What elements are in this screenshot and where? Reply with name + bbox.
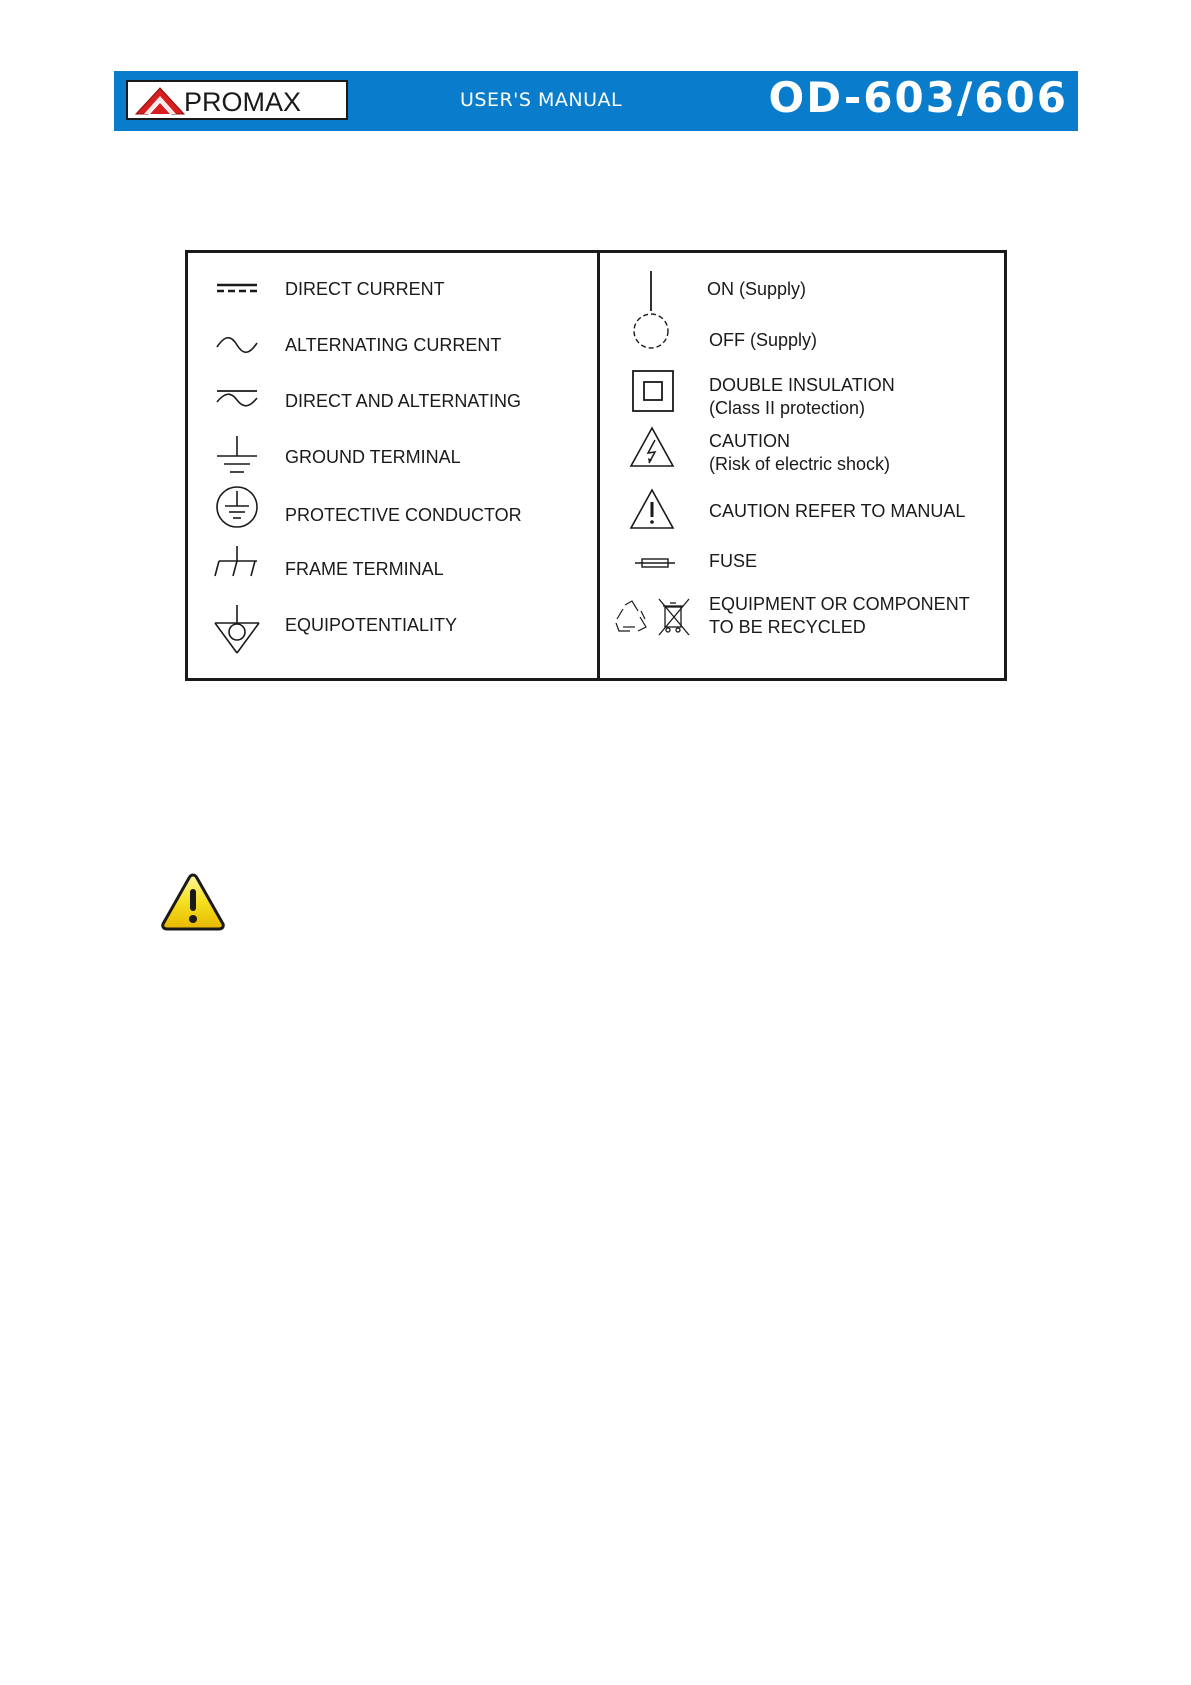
protective-conductor-icon (215, 485, 259, 529)
fuse-label: FUSE (709, 551, 758, 571)
equipotentiality-label: EQUIPOTENTIALITY (285, 615, 458, 635)
table-divider (597, 253, 600, 678)
ground-terminal-label: GROUND TERMINAL (285, 447, 461, 467)
header-banner (114, 71, 1078, 131)
double-insulation-sublabel: (Class II protection) (709, 398, 866, 418)
frame-terminal-label: FRAME TERMINAL (285, 559, 444, 579)
recycle-sublabel: TO BE RECYCLED (709, 617, 866, 637)
caution-manual-icon (629, 488, 675, 530)
recycle-label: EQUIPMENT OR COMPONENT (709, 594, 970, 614)
alternating-current-icon (215, 335, 259, 355)
electric-shock-caution-label: CAUTION (709, 431, 790, 451)
fuse-icon (635, 556, 675, 570)
direct-current-icon (215, 281, 259, 295)
brand-name: PROMAX (184, 87, 302, 117)
direct-and-alternating-icon (215, 388, 259, 410)
off-supply-icon (631, 311, 671, 351)
promax-logo (126, 80, 348, 120)
ground-terminal-icon (215, 434, 259, 478)
direct-current-label: DIRECT CURRENT (285, 279, 445, 299)
electric-shock-caution-icon (629, 426, 675, 468)
model-number: OD-603/606 (768, 73, 1068, 122)
equipotentiality-icon (213, 605, 261, 657)
direct-and-alternating-label: DIRECT AND ALTERNATING (285, 391, 522, 411)
warning-triangle-icon (160, 872, 226, 932)
recycle-icon (613, 597, 693, 637)
alternating-current-label: ALTERNATING CURRENT (285, 335, 502, 355)
protective-conductor-label: PROTECTIVE CONDUCTOR (285, 505, 522, 525)
caution-manual-label: CAUTION REFER TO MANUAL (709, 501, 966, 521)
promax-logo-mark-icon (134, 86, 186, 116)
electric-shock-caution-sublabel: (Risk of electric shock) (709, 454, 891, 474)
symbol-table (185, 250, 1007, 681)
double-insulation-icon (632, 370, 674, 412)
off-supply-label: OFF (Supply) (709, 330, 818, 350)
manual-title: USER'S MANUAL (460, 89, 623, 111)
on-supply-icon (648, 269, 654, 313)
frame-terminal-icon (213, 544, 261, 580)
double-insulation-label: DOUBLE INSULATION (709, 375, 895, 395)
on-supply-label: ON (Supply) (707, 279, 807, 299)
